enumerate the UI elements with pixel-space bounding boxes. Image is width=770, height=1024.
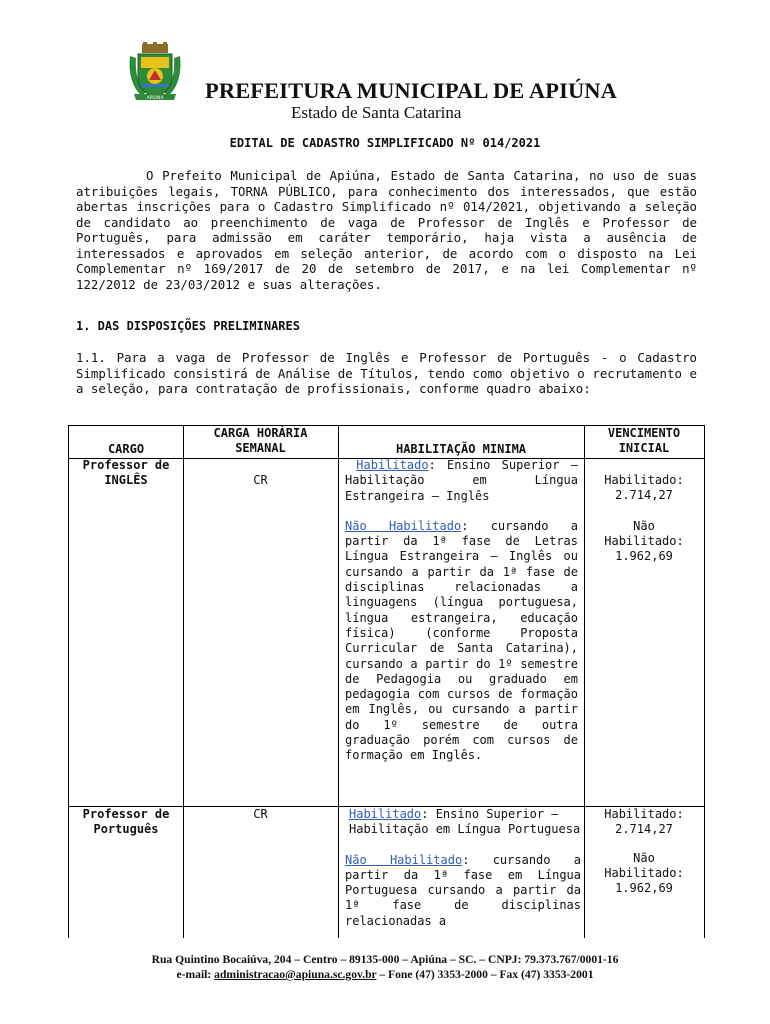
venc-hab-label: Habilitado: bbox=[604, 473, 684, 487]
cargo-portugues-line1: Professor de bbox=[82, 807, 170, 821]
header-vencimento-line1: VENCIMENTO bbox=[607, 426, 681, 440]
venc-nao-label: Não bbox=[633, 850, 655, 865]
svg-text:APIUNA: APIUNA bbox=[146, 96, 164, 101]
section-paragraph-1-1: 1.1. Para a vaga de Professor de Inglês e Professor de Português - o Cadastro Simplificado consistirá de Análise de Títulos, tendo como objetivo o recrutamento e a seleção, para contratação de profissionais, conforme quadro abaixo: bbox=[76, 350, 697, 396]
edital-title: EDITAL DE CADASTRO SIMPLIFICADO Nº 014/2021 bbox=[229, 136, 541, 150]
vencimento-portugues bbox=[584, 807, 704, 896]
header-carga-line2: SEMANAL bbox=[235, 441, 286, 455]
section-heading-disposicoes: 1. DAS DISPOSIÇÕES PRELIMINARES bbox=[76, 319, 300, 333]
table-row bbox=[69, 458, 183, 489]
nao-habilitado-link[interactable]: Não Habilitado bbox=[345, 518, 462, 533]
venc-nao-value: 1.962,69 bbox=[615, 549, 673, 564]
header-habilitacao: HABILITAÇÃO MINIMA bbox=[395, 442, 527, 456]
habilitado-link[interactable]: Habilitado bbox=[356, 458, 429, 472]
habilitacao-ingles: Habilitado: Ensino Superior – Habilitação em Língua Estrangeira – Inglês Não Habilitado: cursando a partir da 1ª fase de Letras Língua Estrangeira – Inglês ou cursando a partir da 1ª fase de disciplinas relacionadas a linguagens (língua portuguesa, língua estrangeira, educação física) (conforme Proposta Curricular de Santa Catarina), cursando a partir do 1º semestre de Pedagogia ou graduado em pedagogia com cursos de formação em Inglês, ou cursando a partir do 1º semestre de outra graduação porém com cursos de formação em Inglês. bbox=[345, 458, 578, 763]
habilitado-link[interactable]: Habilitado bbox=[349, 807, 422, 821]
cargo-portugues-line2: Português bbox=[93, 822, 159, 837]
header-carga-line1: CARGA HORÁRIA bbox=[213, 426, 308, 440]
page-subtitle: Estado de Santa Catarina bbox=[291, 103, 462, 122]
cargo-ingles-line2: INGLÊS bbox=[104, 473, 148, 488]
vacancy-table bbox=[68, 425, 705, 938]
venc-nao-label: Não bbox=[633, 518, 655, 533]
footer-contact: e-mail: administracao@apiuna.sc.gov.br – Fone (47) 3353-2000 – Fax (47) 3353-2001 bbox=[176, 968, 594, 981]
carga-ingles: CR bbox=[253, 473, 268, 487]
municipal-coat-of-arms-logo bbox=[128, 42, 182, 102]
header-vencimento-line2: INICIAL bbox=[618, 441, 670, 455]
habilitacao-portugues: Habilitado: Ensino Superior – Habilitação em Língua Portuguesa Não Habilitado: cursando a partir da 1ª fase em Língua Portuguesa cursando a partir da 1ª fase de disciplinas relacionadas a bbox=[345, 807, 581, 928]
cargo-ingles-line1: Professor de bbox=[82, 458, 170, 472]
table-row bbox=[69, 807, 183, 838]
nao-habilitado-link[interactable]: Não Habilitado bbox=[345, 852, 463, 867]
footer-address: Rua Quintino Bocaiúva, 204 – Centro – 89135-000 – Apiúna – SC. – CNPJ: 79.373.767/0001-16 bbox=[151, 953, 619, 966]
venc-nao-label2: Habilitado: bbox=[604, 865, 684, 880]
venc-hab-value: 2.714,27 bbox=[615, 488, 673, 503]
header-cargo: CARGO bbox=[107, 442, 145, 456]
carga-portugues: CR bbox=[253, 807, 268, 821]
page-title: PREFEITURA MUNICIPAL DE APIÚNA bbox=[205, 78, 617, 103]
venc-hab-label: Habilitado: bbox=[604, 807, 684, 821]
vencimento-ingles bbox=[584, 473, 704, 564]
venc-nao-value: 1.962,69 bbox=[615, 881, 673, 896]
intro-paragraph: O Prefeito Municipal de Apiúna, Estado de Santa Catarina, no uso de suas atribuições legais, TORNA PÚBLICO, para conhecimento dos interessados, que estão abertas inscrições para o Cadastro Simplificado nº 014/2021, objetivando a seleção de candidato ao preenchimento de vaga de Professor de Inglês e Professor de Português, para admissão em caráter temporário, haja vista a ausência de interessados e aprovados em seleção anterior, de acordo com o disposto na Lei Complementar nº 169/2017 de 20 de setembro de 2017, e na lei Complementar nº 122/2012 de 23/03/2012 e suas alterações. bbox=[76, 168, 697, 292]
venc-hab-value: 2.714,27 bbox=[615, 822, 673, 837]
venc-nao-label2: Habilitado: bbox=[604, 533, 684, 548]
email-link[interactable]: administracao@apiuna.sc.gov.br bbox=[214, 968, 377, 981]
